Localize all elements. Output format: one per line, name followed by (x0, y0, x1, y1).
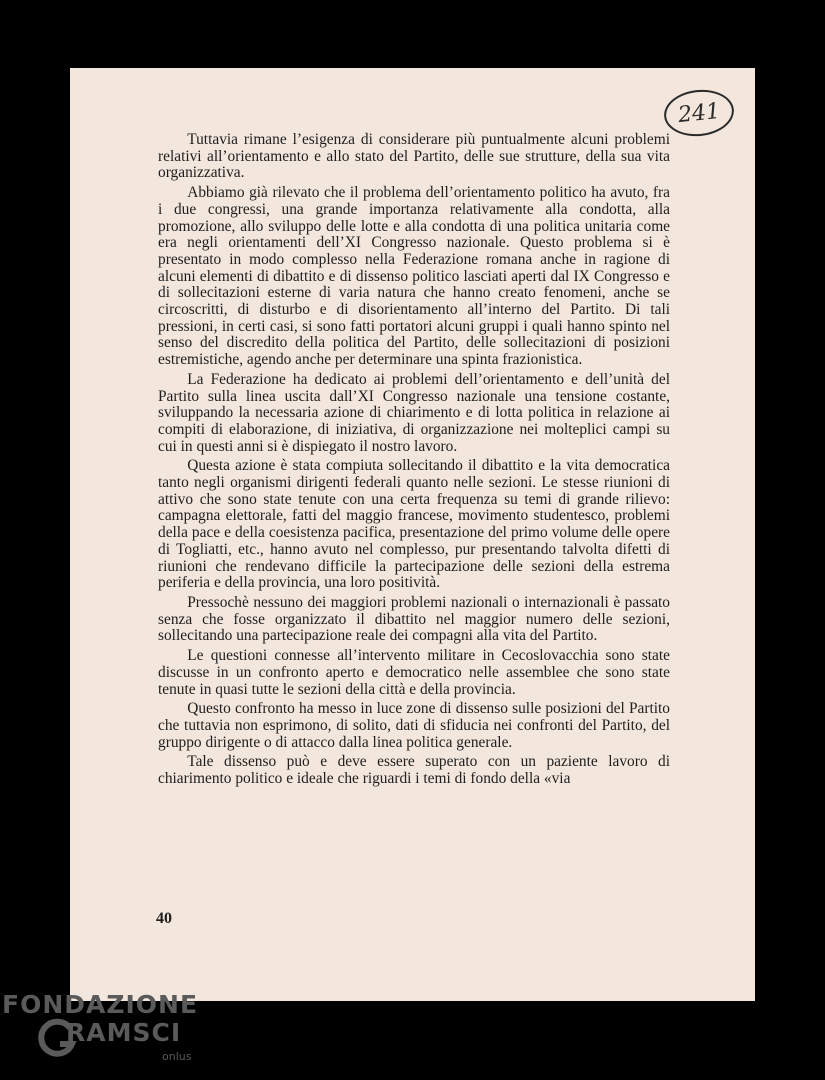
page-number: 40 (156, 910, 172, 927)
paragraph: Tuttavia rimane l’esigenza di considerare più puntualmente alcuni problemi relativi all’orientamento e allo stato del Partito, delle sue strutture, della sua vita organizzativa. (158, 131, 670, 182)
handwritten-annotation: 241 (662, 86, 736, 139)
logo-line2: RAMSCI (66, 1018, 182, 1047)
paragraph: Abbiamo già rilevato che il problema dell’orientamento politico ha avuto, fra i due congressi, una grande importanza relativamente alla condotta, alla promozione, allo sviluppo delle lotte e alla condotta di una politica unitaria come era negli orientamenti dell’XI Congresso nazionale. Questo problema si è presentato in modo complesso nella Federazione romana anche in ragione di alcuni elementi di dibattito e di dissenso politico lasciati aperti dal IX Congresso e di sollecitazioni esterne di varia natura che hanno creato fenomeni, anche se circoscritti, di disturbo e di disorientamento all’interno del Partito. Di tali pressioni, in certi casi, si sono fatti portatori alcuni gruppi i quali hanno spinto nel senso del discredito della politica del Partito, delle sollecitazioni di posizioni estremistiche, agendo anche per determinare una spinta frazionistica. (158, 184, 670, 369)
fondazione-gramsci-logo (2, 990, 202, 1075)
paragraph: La Federazione ha dedicato ai problemi dell’orientamento e dell’unità del Partito sulla linea uscita dall’XI Congresso nazionale una tensione costante, sviluppando la necessaria azione di chiarimento e di lotta politica in relazione ai compiti di elaborazione, di iniziativa, di organizzazione nei molteplici campi su cui in questi anni si è dispiegato il nostro lavoro. (158, 370, 670, 455)
paragraph: Tale dissenso può e deve essere superato con un paziente lavoro di chiarimento politico e ideale che riguardi i temi di fondo della «via (158, 753, 670, 788)
paragraph: Questa azione è stata compiuta sollecitando il dibattito e la vita democratica tanto negli organismi dirigenti federali quanto nelle sezioni. Le stesse riunioni di attivo che sono state tenute con una certa frequenza su temi di grande rilievo: campagna elettorale, fatti del maggio francese, movimento studentesco, problemi della pace e della coesistenza pacifica, presentazione del primo volume delle opere di Togliatti, etc., hanno avuto nel complesso, pur presentando talvolta difetti di riunioni che rendevano difficile la partecipazione delle sezioni della estrema periferia e della provincia, una loro positività. (158, 457, 670, 592)
document-page (70, 68, 755, 1001)
logo-line3: onlus (162, 1050, 192, 1063)
paragraph: Le questioni connesse all’intervento militare in Cecoslovacchia sono state discusse in un confronto aperto e democratico nelle assemblee che sono state tenute in quasi tutte le sezioni della città e della provincia. (158, 647, 670, 698)
paragraph: Questo confronto ha messo in luce zone di dissenso sulle posizioni del Partito che tuttavia non esprimono, di solito, dati di sfiducia nei confronti del Partito, del gruppo dirigente o di attacco dalla linea politica generale. (158, 700, 670, 751)
paragraph: Pressochè nessuno dei maggiori problemi nazionali o internazionali è passato senza che fosse organizzato il dibattito nel maggior numero delle sezioni, sollecitando una partecipazione reale dei compagni alla vita del Partito. (158, 593, 670, 645)
body-text (158, 132, 670, 791)
logo-line1: FONDAZIONE (2, 990, 199, 1019)
